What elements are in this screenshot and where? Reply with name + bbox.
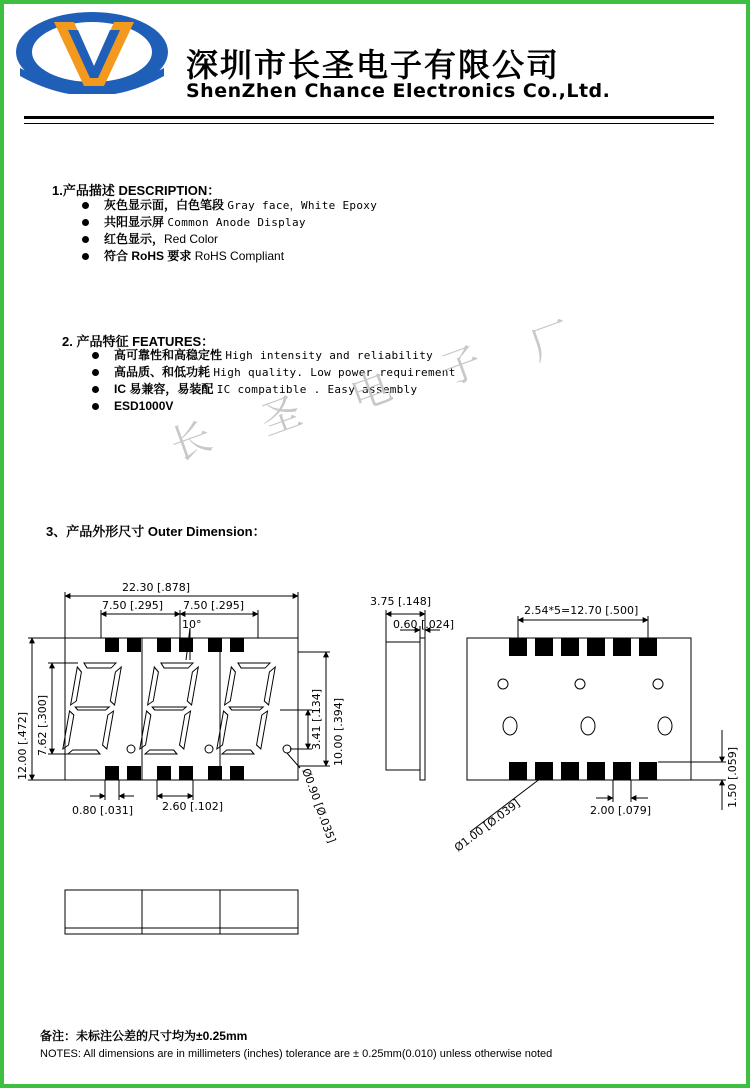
list-item — [90, 364, 456, 381]
item-cn: IC 易兼容，易装配 — [114, 382, 214, 396]
dim-side-depth: 3.75 [.148] — [370, 595, 432, 608]
dim-digit-height: 7.62 [.300] — [36, 694, 49, 756]
header-rule-thin — [24, 123, 714, 124]
features-list — [90, 347, 456, 415]
digit-1 — [62, 663, 122, 754]
dim-total-height: 12.00 [.472] — [16, 711, 29, 780]
bullet-icon — [82, 219, 89, 226]
note-en: NOTES: All dimensions are in millimeters (inches) tolerance are ± 0.25mm(0.010) unless otherwise noted — [40, 1048, 553, 1060]
company-name-en: ShenZhen Chance Electronics Co.,Ltd. — [186, 80, 611, 102]
digit-2 — [139, 663, 199, 754]
item-en: IC compatible . Easy assembly — [216, 383, 418, 396]
decimal-point — [205, 745, 213, 753]
item-cn: 红色显示， — [104, 232, 165, 246]
list-item — [90, 347, 456, 364]
dim-overall-width: 22.30 [.878] — [122, 581, 191, 594]
note-cn: 备注：未标注公差的尺寸均为±0.25mm — [40, 1029, 248, 1043]
watermark-char: 子 — [434, 338, 488, 396]
company-name-cn: 深圳市长圣电子有限公司 — [186, 46, 561, 84]
bullet-icon — [92, 403, 99, 410]
list-item — [80, 197, 377, 214]
page-header — [6, 6, 744, 110]
list-item — [80, 214, 377, 231]
dim-side-lip: 0.60 [.024] — [393, 618, 455, 631]
bullet-icon — [92, 386, 99, 393]
item-cn: 共阳显示屏 — [104, 215, 165, 229]
item-en: Common Anode Display — [167, 216, 306, 229]
item-en: Gray face，White Epoxy — [227, 199, 378, 212]
item-cn: ESD1000V — [114, 399, 174, 413]
list-item — [80, 248, 377, 265]
dim-back-pad-w: 2.00 [.079] — [590, 804, 652, 817]
bullet-icon — [92, 352, 99, 359]
item-cn: 灰色显示面，白色笔段 — [104, 198, 225, 212]
decimal-point — [127, 745, 135, 753]
item-en: High quality. Low power requirement — [213, 366, 456, 379]
item-cn: 符合 RoHS 要求 — [104, 249, 192, 263]
dim-back-pad-h: 1.50 [.059] — [726, 746, 739, 808]
dim-pin-span: 10.00 [.394] — [332, 697, 345, 766]
watermark-char: 电 — [344, 363, 398, 421]
bullet-icon — [82, 202, 89, 209]
item-cn: 高品质、和低功耗 — [114, 365, 211, 379]
list-item — [90, 398, 456, 415]
back-view — [467, 616, 726, 832]
dim-pin-offset: 3.41 [.134] — [310, 688, 323, 750]
bullet-icon — [82, 253, 89, 260]
dim-dp-dia: Ø0.90 [Ø.035] — [299, 766, 339, 845]
header-rule — [24, 116, 714, 119]
watermark-char: 厂 — [524, 313, 578, 371]
item-en: Red Color — [164, 232, 219, 246]
dim-pad-pitch: 2.60 [.102] — [162, 800, 224, 813]
dim-slant: 10° — [182, 618, 202, 631]
outer-dimension-drawing — [0, 570, 750, 970]
section-description-title: 1.产品描述 DESCRIPTION： — [52, 183, 221, 198]
bullet-icon — [92, 369, 99, 376]
list-item — [80, 231, 377, 248]
front-view — [28, 592, 330, 800]
digit-3 — [216, 663, 276, 754]
item-cn: 高可靠性和高稳定性 — [114, 348, 223, 362]
dim-pad-width: 0.80 [.031] — [72, 804, 134, 817]
item-en: RoHS Compliant — [194, 249, 285, 263]
item-en: High intensity and reliability — [225, 349, 434, 362]
bullet-icon — [82, 236, 89, 243]
list-item — [90, 381, 456, 398]
description-list — [80, 197, 377, 265]
dim-pitch-a: 7.50 [.295] — [102, 599, 164, 612]
watermark-char: 圣 — [254, 388, 308, 446]
bottom-view — [65, 890, 298, 934]
company-logo — [12, 8, 172, 94]
dim-back-pitch: 2.54*5=12.70 [.500] — [524, 604, 639, 617]
dim-pitch-b: 7.50 [.295] — [183, 599, 245, 612]
side-view — [386, 610, 440, 780]
dim-hole-dia: Ø1.00 [Ø.039] — [451, 796, 523, 855]
watermark-char: 长 — [164, 413, 218, 471]
section-dimension-title: 3、产品外形尺寸 Outer Dimension： — [46, 524, 266, 539]
decimal-point — [283, 745, 291, 753]
section-features-title: 2. 产品特征 FEATURES： — [62, 334, 215, 349]
